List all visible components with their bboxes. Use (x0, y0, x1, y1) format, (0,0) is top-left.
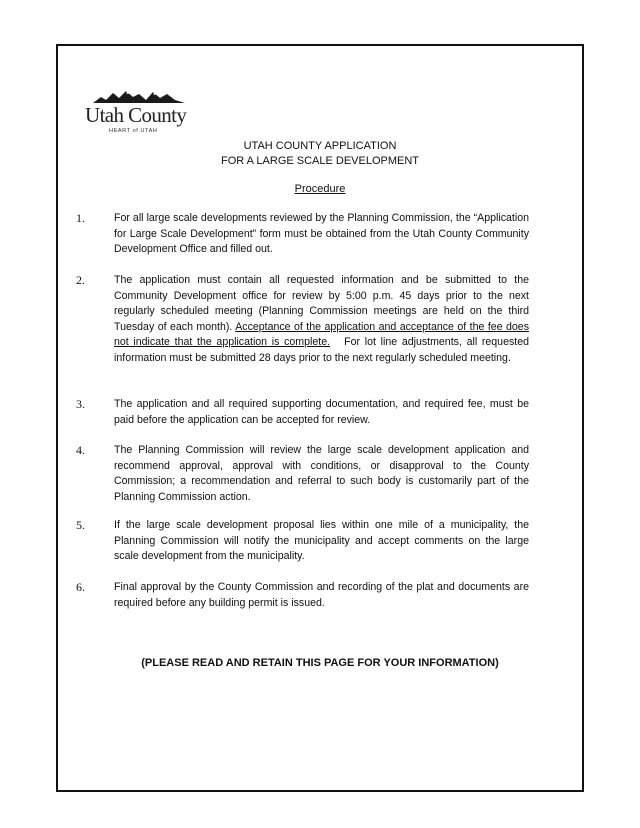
retain-notice: (PLEASE READ AND RETAIN THIS PAGE FOR YOUR INFORMATION) (141, 657, 499, 669)
document-title-line2: FOR A LARGE SCALE DEVELOPMENT (220, 155, 420, 167)
utah-county-logo (85, 88, 195, 138)
item-text: The application and all required supporting documentation, and required fee, must be paid before the application can be accepted for review. (114, 398, 529, 426)
item-text-part: For lot line adjustments, all requested information must be submitted 28 days prior to the next regularly scheduled meeting. (114, 336, 529, 364)
mountain-range-icon (93, 88, 185, 104)
item-text: For all large scale developments reviewed by the Planning Commission, the “Application for Large Scale Development” form must be obtained from the Utah County Community Development Office and filled out. (114, 212, 529, 255)
item-text: The Planning Commission will review the large scale development application and recommend approval, approval with conditions, or disapproval to the County Commission; a recommendation and referral to such body is customarily part of the Planning Commission action. (114, 444, 529, 503)
document-title-line1: UTAH COUNTY APPLICATION (243, 140, 397, 152)
item-text-part: The application must contain all requested information and be submitted to the Community Development office for review by 5:00 p.m. 45 days prior to the next regularly scheduled meeting (Planning Commission meetings are held on the third Tuesday of each month). (114, 274, 529, 333)
item-text: Final approval by the County Commission and recording of the plat and documents are required before any building permit is issued. (114, 581, 529, 609)
item-number: 3. (76, 397, 85, 411)
underlined-notice: Acceptance of the application and acceptance of the fee does not indicate that the application is complete. (114, 320, 529, 348)
section-heading: Procedure (294, 183, 346, 195)
item-text (114, 273, 529, 366)
item-text: If the large scale development proposal lies within one mile of a municipality, the Planning Commission will notify the municipality and accept comments on the large scale development from the municipality. (114, 519, 529, 562)
logo-tagline: HEART of UTAH (109, 128, 158, 134)
item-number: 1. (76, 211, 85, 225)
item-number: 2. (76, 273, 85, 287)
item-number: 4. (76, 443, 85, 457)
logo-name: Utah County (85, 103, 187, 127)
item-number: 5. (76, 518, 85, 532)
item-number: 6. (76, 580, 85, 594)
